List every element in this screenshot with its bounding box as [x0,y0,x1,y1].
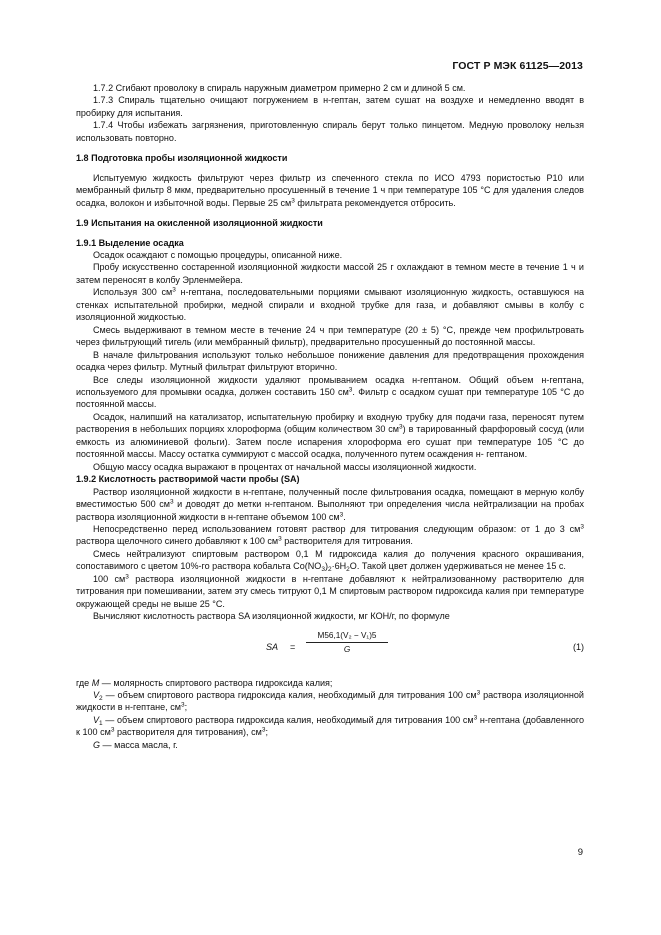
where-g: G — масса масла, г. [93,739,178,750]
paragraph-1-9-2-e: Вычисляют кислотность раствора SA изоляционной жидкости, мг КОН/г, по формуле [93,611,450,622]
where-v2: $V_2$ — объем спиртового раствора гидроксида калия, необходимый для титрования 100 $см^3$ раствора изоляционной жидкости в н-гептане, $см^3$; [76,689,584,713]
where-m: где M — молярность спиртового раствора гидроксида калия; [76,677,333,688]
heading-1-9-2: 1.9.2 Кислотность растворимой части пробы (SA) [76,474,300,485]
page-number: 9 [577,847,583,858]
paragraph-1-9-1-e: В начале фильтрования используют только небольшое понижение давления для предотвращения прохождения осадка через фильтр. Мутный фильтрат фильтруют вторично. [76,349,584,373]
where-v1: $V_1$ — объем спиртового раствора гидроксида калия, необходимый для титрования 100 $см^3$ н-гептана (добавленного к 100 $см^3$ растворителя для титрования), $см^3$; [76,714,584,738]
paragraph-1-9-2-a: Раствор изоляционной жидкости в н-гептане, полученный после фильтрования осадка, помещают в мерную колбу вместимостью 500 $см^3$ и доводят до метки н-гептаном. Выполняют три определения числа нейтрализации на пробах раствора изоляционной жидкости в н-гептане объемом 100 $см^3$. [76,486,584,522]
paragraph-1-9-2-c: Смесь нейтрализуют спиртовым раствором 0,1 М гидроксида калия до получения красного окрашивания, сопоставимого с цветом 10%-го раствора кобальта $Co(NO_3)_2\cdot 6H_2O$. Такой цвет должен удерживаться не менее 15 с. [76,548,584,574]
paragraph-1-9-1-h: Общую массу осадка выражают в процентах от начальной массы изоляционной жидкости. [93,461,477,472]
formula-fraction [306,630,388,655]
formula-numerator: M56,1(V₂ − V₁)5 [306,630,388,643]
formula-lhs: SA [266,641,279,652]
paragraph-1-9-1-d: Смесь выдерживают в темном месте в течение 24 ч при температуре (20 ± 5) °С, прежде чем профильтровать через фильтрующий тигель (или мембранный фильтр), предварительно просушенный до постоянной массы. [76,324,584,348]
paragraph-1-9-1-b: Пробу искусственно состаренной изоляционной жидкости массой 25 г охлаждают в темном месте в течение 1 ч и затем переносят в колбу Эрленмейера. [76,262,584,285]
page-body [76,82,584,751]
paragraph-1-8-1: Испытуемую жидкость фильтруют через фильтр из спеченного стекла по ИСО 4793 пористостью P10 или мембранный фильтр 8 мкм, предварительно просушенный в течение 1 ч при температуре 105 °С для удаления следов осадка, волокон и избыточной воды. Первые 25 $см^3$ фильтрата рекомендуется отбросить. [76,172,584,208]
formula-equals: = [290,641,296,652]
paragraph-1-9-1-c: Используя 300 $см^3$ н-гептана, последовательными порциями смывают изоляционную жидкость, оставшуюся на стенках испытательной пробирки, медной спирали и входной трубке для газа, и добавляют смывы в колбу с изоляционной жидкостью. [76,286,584,323]
paragraph-1-7-4: 1.7.4 Чтобы избежать загрязнения, приготовленную спираль берут только пинцетом. Медную проволоку нельзя использовать повторно. [76,120,584,143]
paragraph-1-9-1-f: Все следы изоляционной жидкости удаляют промыванием осадка н-гептаном. Общий объем н-гептана, используемого для промывки осадка, должен составить 150 $см^3$. Фильтр с осадком сушат при температуре 105 °С до постоянной массы. [76,374,584,410]
paragraph-1-9-1-a: Осадок осаждают с помощью процедуры, описанной ниже. [93,249,343,260]
paragraph-1-7-3: 1.7.3 Спираль тщательно очищают погружением в н-гептан, затем сушат на воздухе и немедленно вводят в пробирку для испытания. [76,95,584,118]
standard-header: ГОСТ Р МЭК 61125—2013 [452,60,583,72]
paragraph-1-7-2: 1.7.2 Сгибают проволоку в спираль наружным диаметром примерно 2 см и длиной 5 см. [93,83,466,93]
formula-denominator: G [343,644,351,654]
heading-1-9-1: 1.9.1 Выделение осадка [76,237,184,248]
heading-1-8: 1.8 Подготовка пробы изоляционной жидкости [76,152,288,163]
heading-1-9: 1.9 Испытания на окисленной изоляционной жидкости [76,217,323,228]
paragraph-1-9-2-b: Непосредственно перед использованием готовят раствор для титрования следующим образом: от 1 до 3 $см^3$ раствора щелочного синего добавляют к 100 $см^3$ растворителя для титрования. [76,523,584,547]
formula-1 [76,627,584,671]
paragraph-1-9-2-d: 100 $см^3$ раствора изоляционной жидкости в н-гептане добавляют к нейтрализованному растворителю для титрования при помешивании, затем эту смесь титруют 0,1 М спиртовым раствором гидроксида калия при температуре окружающей среды не выше 25 °С. [76,573,584,609]
paragraph-1-9-1-g: Осадок, налипший на катализатор, испытательную пробирку и входную трубку для подачи газа, переносят путем растворения в небольших порциях хлороформа (общим количеством 30 $см^3$) в тарированный фарфоровый сосуд (или емкость из алюминиевой фольги). Затем после испарения хлороформа его сушат при температуре 105 °С до постоянной массы. Массу остатка суммируют с массой осадка, полученного путем осаждения н- гептаном. [76,411,584,460]
formula-number: (1) [572,641,584,652]
